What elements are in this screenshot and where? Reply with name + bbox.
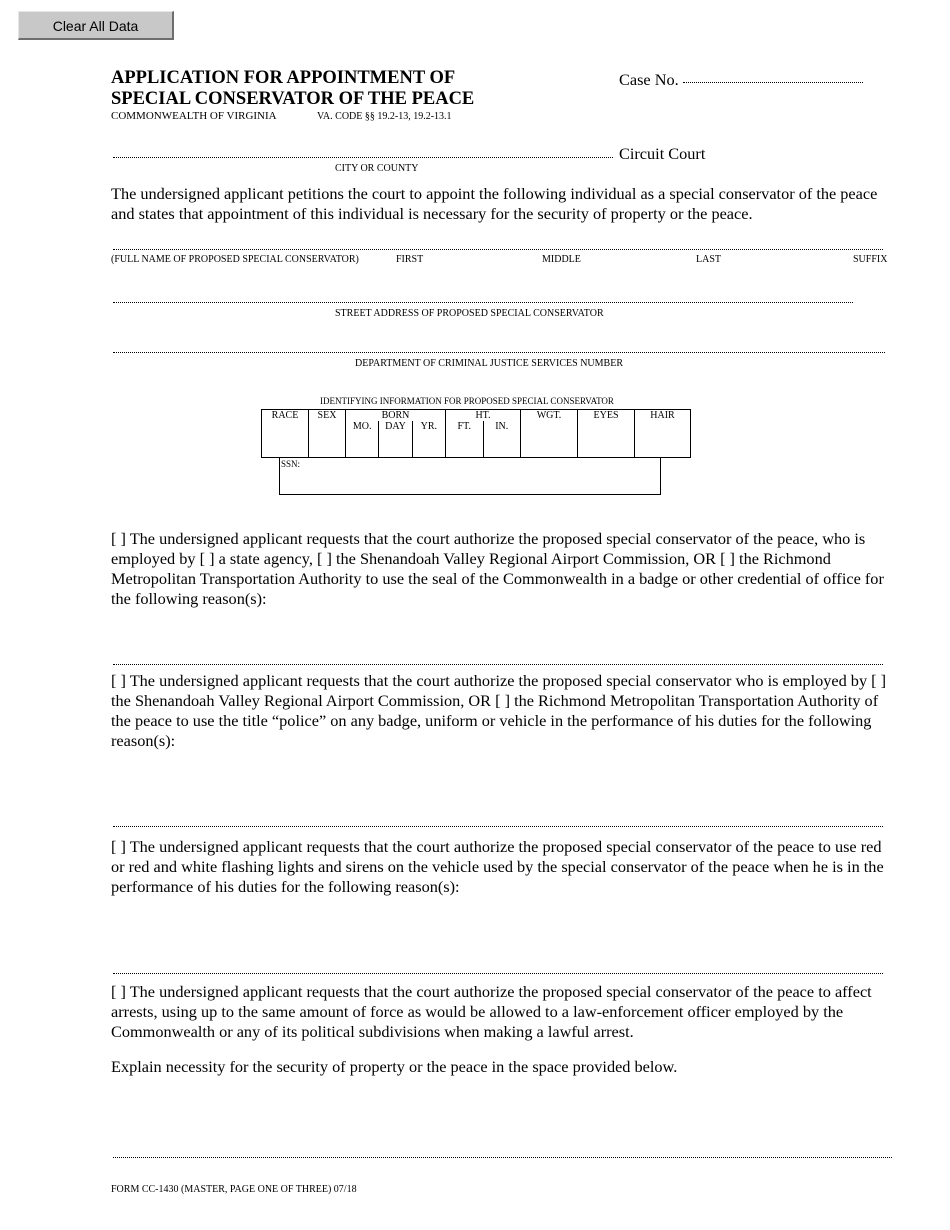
middle-name-label: MIDDLE bbox=[542, 254, 581, 265]
circuit-court-label: Circuit Court bbox=[619, 144, 706, 163]
dcjs-number-label: DEPARTMENT OF CRIMINAL JUSTICE SERVICES NUMBER bbox=[355, 358, 623, 369]
full-name-field[interactable] bbox=[113, 249, 883, 250]
eyes-cell[interactable] bbox=[578, 410, 635, 458]
eyes-label: EYES bbox=[593, 410, 619, 421]
weight-label: WGT. bbox=[536, 410, 562, 421]
explain-necessity-text: Explain necessity for the security of property or the peace in the space provided below. bbox=[111, 1057, 678, 1076]
commonwealth-label: COMMONWEALTH OF VIRGINIA bbox=[111, 110, 277, 122]
ssn-label: SSN: bbox=[281, 459, 301, 469]
id-table-heading: IDENTIFYING INFORMATION FOR PROPOSED SPECIAL CONSERVATOR bbox=[320, 396, 614, 406]
street-address-field[interactable] bbox=[113, 302, 853, 303]
sex-cell[interactable] bbox=[309, 410, 346, 458]
year-label: YR. bbox=[420, 421, 438, 432]
city-or-county-label: CITY OR COUNTY bbox=[335, 163, 419, 174]
intro-paragraph: The undersigned applicant petitions the court to appoint the following individual as a special conservator of the peace and states that appointment of this individual is necessary for the security of property or the peace. bbox=[111, 184, 878, 223]
born-cell bbox=[346, 410, 446, 458]
hair-cell[interactable] bbox=[635, 410, 691, 458]
born-year-cell[interactable] bbox=[413, 421, 445, 457]
last-name-label: LAST bbox=[696, 254, 721, 265]
sex-label: SEX bbox=[317, 410, 337, 421]
feet-label: FT. bbox=[457, 421, 471, 432]
suffix-label: SUFFIX bbox=[853, 254, 888, 265]
race-label: RACE bbox=[271, 410, 299, 421]
lights-reason-field[interactable] bbox=[113, 973, 883, 974]
case-no-label: Case No. bbox=[619, 70, 679, 89]
arrests-request-paragraph: [ ] The undersigned applicant requests that the court authorize the proposed special conservator of the peace to affect arrests, using up to the same amount of force as would be allowed to a law-enforcement officer employed by the Commonwealth or any of its political subdivisions when making a lawful arrest. bbox=[111, 982, 872, 1041]
born-label: BORN bbox=[381, 410, 410, 421]
height-feet-cell[interactable] bbox=[446, 421, 484, 457]
form-footer: FORM CC-1430 (MASTER, PAGE ONE OF THREE) 07/18 bbox=[111, 1184, 357, 1195]
weight-cell[interactable] bbox=[521, 410, 578, 458]
ssn-field[interactable] bbox=[279, 458, 661, 495]
born-day-cell[interactable] bbox=[379, 421, 412, 457]
form-title bbox=[111, 68, 474, 110]
form-title-line1: APPLICATION FOR APPOINTMENT OF bbox=[111, 68, 456, 88]
month-label: MO. bbox=[352, 421, 372, 432]
city-or-county-field[interactable] bbox=[113, 157, 613, 158]
va-code-label: VA. CODE §§ 19.2-13, 19.2-13.1 bbox=[317, 111, 452, 122]
case-no-field[interactable] bbox=[683, 82, 863, 83]
lights-request-paragraph: [ ] The undersigned applicant requests that the court authorize the proposed special conservator of the peace to use red or red and white flashing lights and sirens on the vehicle used by the special conservator of the peace when he is in the performance of his duties for the following reason(s): bbox=[111, 837, 884, 896]
height-inches-cell[interactable] bbox=[484, 421, 521, 457]
police-title-request-paragraph: [ ] The undersigned applicant requests that the court authorize the proposed special conservator who is employed by [ ] the Shenandoah Valley Regional Airport Commission, OR [ ] the Richmond Metropolitan Transportation Authority of the peace to use the title “police” on any badge, uniform or vehicle in the performance of his duties for the following reason(s): bbox=[111, 671, 887, 750]
explain-necessity-field[interactable] bbox=[113, 1157, 892, 1158]
seal-request-paragraph: [ ] The undersigned applicant requests that the court authorize the proposed special conservator of the peace, who is employed by [ ] a state agency, [ ] the Shenandoah Valley Regional Airport Commission, OR [ ] the Richmond Metropolitan Transportation Authority to use the seal of the Commonwealth in a badge or other credential of office for the following reason(s): bbox=[111, 529, 884, 608]
hair-label: HAIR bbox=[650, 410, 675, 421]
identifying-info-table bbox=[261, 409, 691, 458]
form-title-line2: SPECIAL CONSERVATOR OF THE PEACE bbox=[111, 89, 475, 109]
full-name-label: (FULL NAME OF PROPOSED SPECIAL CONSERVATOR) bbox=[111, 254, 359, 265]
clear-all-data-button[interactable]: Clear All Data bbox=[18, 11, 174, 40]
height-label: HT. bbox=[475, 410, 491, 421]
height-cell bbox=[446, 410, 521, 458]
street-address-label: STREET ADDRESS OF PROPOSED SPECIAL CONSERVATOR bbox=[335, 308, 604, 319]
day-label: DAY bbox=[385, 421, 406, 432]
race-cell[interactable] bbox=[262, 410, 309, 458]
inches-label: IN. bbox=[495, 421, 509, 432]
dcjs-number-field[interactable] bbox=[113, 352, 885, 353]
seal-reason-field[interactable] bbox=[113, 664, 883, 665]
first-name-label: FIRST bbox=[396, 254, 424, 265]
born-month-cell[interactable] bbox=[346, 421, 379, 457]
police-title-reason-field[interactable] bbox=[113, 826, 883, 827]
